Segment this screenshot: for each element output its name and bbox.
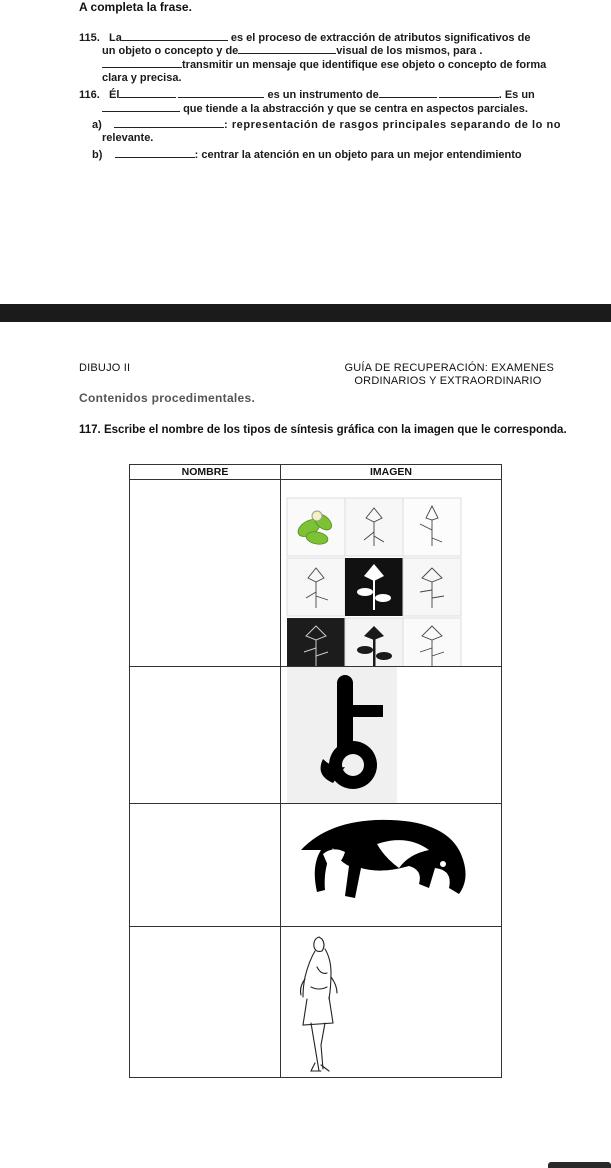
q116-text: . Es un <box>498 89 535 101</box>
scroll-indicator[interactable] <box>548 1162 611 1168</box>
q116-a-text: : representación de rasgos principales separando de lo no <box>224 119 562 131</box>
q117-prompt: 117. Escribe el nombre de los tipos de síntesis gráfica con la imagen que le corresponda. <box>79 424 567 436</box>
q115-line1 <box>79 31 530 44</box>
name-answer-cell[interactable] <box>130 667 281 804</box>
table-row <box>130 927 502 1078</box>
q115-text: transmitir un mensaje que identifique ese objeto o concepto de forma <box>182 59 547 71</box>
blank[interactable] <box>102 102 180 112</box>
guide-title <box>320 362 554 388</box>
guide-title-line1: GUÍA DE RECUPERACIÓN: EXAMENES <box>344 362 554 374</box>
image-cell <box>281 667 502 804</box>
name-answer-cell[interactable] <box>130 480 281 667</box>
blank[interactable] <box>114 118 224 128</box>
guide-title-line2: ORDINARIOS Y EXTRAORDINARIO <box>354 375 542 387</box>
image-cell <box>281 927 502 1078</box>
blank[interactable] <box>439 88 499 98</box>
page-divider-band <box>0 304 611 322</box>
woman-line-drawing-image <box>281 927 501 1077</box>
q115-text: es el proceso de extracción de atributos significativos de <box>230 32 531 44</box>
name-answer-cell[interactable] <box>130 927 281 1078</box>
q116-a-line2: relevante. <box>102 132 154 144</box>
blank[interactable] <box>178 88 264 98</box>
q116-text: es un instrumento de <box>267 89 379 101</box>
table-row <box>130 480 502 667</box>
blank[interactable] <box>102 58 182 68</box>
blank[interactable] <box>379 88 437 98</box>
table-row <box>130 804 502 927</box>
name-answer-cell[interactable] <box>130 804 281 927</box>
q116-b-label: b) <box>92 149 103 161</box>
section-title: A completa la frase. <box>79 0 192 14</box>
col-header-name: NOMBRE <box>130 465 281 480</box>
elephant-silhouette-image <box>281 804 501 926</box>
q115-text: visual de los mismos, para . <box>336 45 483 57</box>
table-row <box>130 667 502 804</box>
q115-line4: clara y precisa. <box>102 72 182 84</box>
q115-number: 115. <box>79 32 100 44</box>
stylized-b-symbol-image <box>281 667 401 803</box>
q116-line2 <box>102 102 528 115</box>
q116-b-line <box>92 148 522 161</box>
course-label: DIBUJO II <box>79 362 131 374</box>
q115-line2 <box>102 44 482 57</box>
q116-line1 <box>79 88 535 101</box>
col-header-image: IMAGEN <box>281 465 502 480</box>
blank[interactable] <box>119 88 176 98</box>
image-cell <box>281 480 502 667</box>
blank[interactable] <box>238 44 336 54</box>
q116-b-text: : centrar la atención en un objeto para un mejor entendimiento <box>194 149 522 161</box>
q115-text: un objeto o concepto y de <box>102 45 239 57</box>
image-cell <box>281 804 502 927</box>
subtitle: Contenidos procedimentales. <box>79 391 256 405</box>
q115-text: La <box>108 32 122 44</box>
blank[interactable] <box>115 148 195 158</box>
q116-a-line1 <box>92 118 561 131</box>
flower-grid-image <box>281 480 501 666</box>
table-header-row <box>130 465 502 480</box>
matching-table <box>129 464 502 1078</box>
q116-a-label: a) <box>92 119 102 131</box>
blank[interactable] <box>122 31 228 41</box>
q115-line3 <box>102 58 546 71</box>
q116-text: Él <box>108 89 120 101</box>
q116-text: que tiende a la abstracción y que se centra en aspectos parciales. <box>183 103 528 115</box>
q116-number: 116. <box>79 89 100 101</box>
